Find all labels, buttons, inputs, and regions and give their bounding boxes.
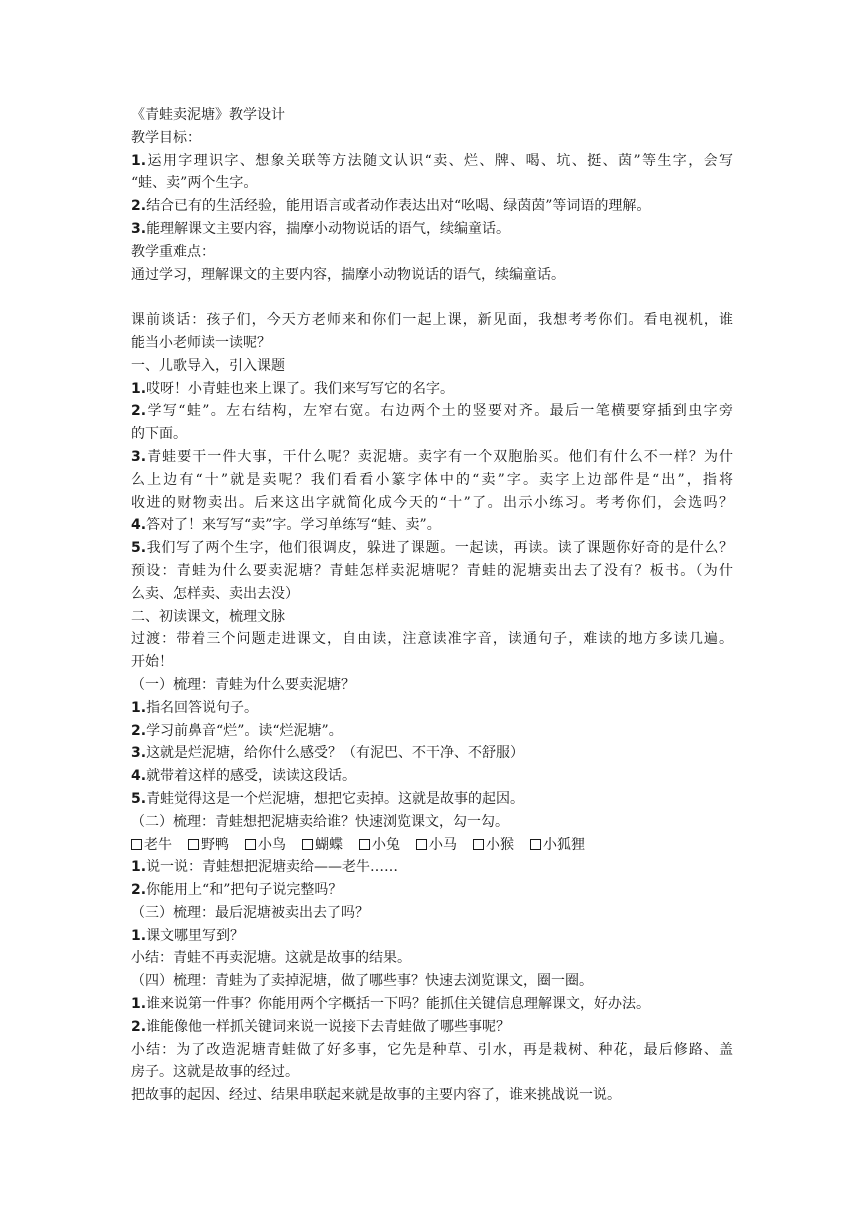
part-4-summary-cont: 房子。这就是故事的经过。	[131, 1064, 299, 1081]
part-1-item-3: 3.这就是烂泥塘，给你什么感受？（有泥巴、不干净、不舒服）	[131, 745, 525, 762]
checkbox-option[interactable]: 蝴蝶	[302, 834, 343, 857]
part-1-item-5: 5.青蛙觉得这是一个烂泥塘，想把它卖掉。这就是故事的起因。	[131, 790, 525, 807]
checkbox-option[interactable]: 小猴	[473, 834, 514, 857]
checkbox-icon	[302, 839, 313, 850]
blank-line	[131, 286, 733, 309]
key-heading: 教学重难点：	[131, 243, 215, 260]
transition-paragraph-cont: 开始！	[131, 654, 173, 671]
part-4-summary: 小结：为了改造泥塘青蛙做了好多事，它先是种草、引水，再是栽树、种花，最后修路、盖	[131, 1041, 733, 1058]
part-1-item-2: 2.学习前鼻音“烂”。读“烂泥塘”。	[131, 722, 343, 739]
part-1-heading: （一）梳理：青蛙为什么要卖泥塘？	[131, 676, 355, 693]
part-2-heading: （二）梳理：青蛙想把泥塘卖给谁？快速浏览课文，勾一勾。	[131, 813, 509, 830]
checkbox-option[interactable]: 老牛	[131, 834, 172, 857]
closing-paragraph: 把故事的起因、经过、结果串联起来就是故事的主要内容了，谁来挑战说一说。	[131, 1087, 621, 1104]
checkbox-icon	[530, 839, 541, 850]
preset-paragraph: 预设：青蛙为什么要卖泥塘？青蛙怎样卖泥塘呢？青蛙的泥塘卖出去了没有？板书。（为什	[131, 562, 733, 579]
checkbox-icon	[245, 839, 256, 850]
part-3-item-1: 1.课文哪里写到？	[131, 927, 245, 944]
intro-paragraph-cont: 能当小老师读一读呢？	[131, 334, 271, 351]
goal-item-2: 2.结合已有的生活经验，能用语言或者动作表达出对“吆喝、绿茵茵”等词语的理解。	[131, 198, 651, 215]
part-3-summary: 小结：青蛙不再卖泥塘。这就是故事的结果。	[131, 950, 411, 967]
section-1-heading: 一、儿歌导入，引入课题	[131, 357, 285, 374]
part-4-item-2: 2.谁能像他一样抓关键词来说一说接下去青蛙做了哪些事呢？	[131, 1018, 511, 1035]
checkbox-icon	[473, 839, 484, 850]
document-title: 《青蛙卖泥塘》教学设计	[131, 107, 285, 123]
checkbox-icon	[416, 839, 427, 850]
animal-checkbox-row	[131, 834, 733, 857]
part-4-item-1: 1.谁来说第一件事？你能用两个字概括一下吗？能抓住关键信息理解课文，好办法。	[131, 996, 651, 1013]
document-body	[131, 104, 733, 1107]
transition-paragraph: 过渡：带着三个问题走进课文，自由读，注意读准字音，读通句子，难读的地方多读几遍。	[131, 631, 733, 648]
checkbox-icon	[131, 839, 142, 850]
part-4-heading: （四）梳理：青蛙为了卖掉泥塘，做了哪些事？快速去浏览课文，圈一圈。	[131, 973, 593, 990]
checkbox-icon	[359, 839, 370, 850]
checkbox-option[interactable]: 小鸟	[245, 834, 286, 857]
section-2-heading: 二、初读课文，梳理文脉	[131, 608, 285, 625]
part-2-item-2: 2.你能用上“和”把句子说完整吗？	[131, 882, 343, 899]
preset-paragraph-cont: 么卖、怎样卖、卖出去没）	[131, 585, 299, 602]
checkbox-option[interactable]: 野鸭	[188, 834, 229, 857]
goals-heading: 教学目标：	[131, 129, 201, 146]
checkbox-option[interactable]: 小马	[416, 834, 457, 857]
goal-item-1: 1.运用字理识字、想象关联等方法随文认识“卖、烂、牌、喝、坑、挺、茵”等生字，会写	[131, 152, 733, 169]
part-1-item-4: 4.就带着这样的感受，读读这段话。	[131, 768, 357, 785]
checkbox-option[interactable]: 小兔	[359, 834, 400, 857]
part-2-item-1: 1.说一说：青蛙想把泥塘卖给——老牛……	[131, 859, 399, 876]
part-3-heading: （三）梳理：最后泥塘被卖出去了吗？	[131, 904, 369, 921]
part-1-item-1: 1.指名回答说句子。	[131, 699, 259, 716]
key-text: 通过学习，理解课文的主要内容，揣摩小动物说话的语气，续编童话。	[131, 266, 565, 283]
section-1-item-5: 5.我们写了两个生字，他们很调皮，躲进了课题。一起读，再读。读了课题你好奇的是什么？	[131, 540, 733, 557]
section-1-item-3-cont: 么上边有“十”就是卖呢？我们看看小篆字体中的“卖”字。卖字上边部件是“出”，指将	[131, 471, 733, 488]
goal-item-3: 3.能理解课文主要内容，揣摩小动物说话的语气，续编童话。	[131, 220, 511, 237]
section-1-item-1: 1.哎呀！小青蛙也来上课了。我们来写写它的名字。	[131, 380, 455, 397]
checkbox-icon	[188, 839, 199, 850]
section-1-item-4: 4.答对了！来写写“卖”字。学习单练写“蛙、卖”。	[131, 517, 441, 534]
section-1-item-2: 2.学写“蛙”。左右结构，左窄右宽。右边两个土的竖要对齐。最后一笔横要穿插到虫字旁	[131, 403, 733, 420]
goal-item-1-cont: “蛙、卖”两个生字。	[131, 175, 258, 192]
checkbox-option[interactable]: 小狐狸	[530, 834, 585, 857]
intro-paragraph: 课前谈话：孩子们，今天方老师来和你们一起上课，新见面，我想考考你们。看电视机，谁	[131, 312, 733, 329]
section-1-item-3: 3.青蛙要干一件大事，干什么呢？卖泥塘。卖字有一个双胞胎买。他们有什么不一样？为什	[131, 448, 733, 465]
section-1-item-2-cont: 的下面。	[131, 426, 187, 443]
section-1-item-3-cont2: 收进的财物卖出。后来这出字就简化成今天的“十”了。出示小练习。考考你们，会选吗？	[131, 494, 733, 511]
